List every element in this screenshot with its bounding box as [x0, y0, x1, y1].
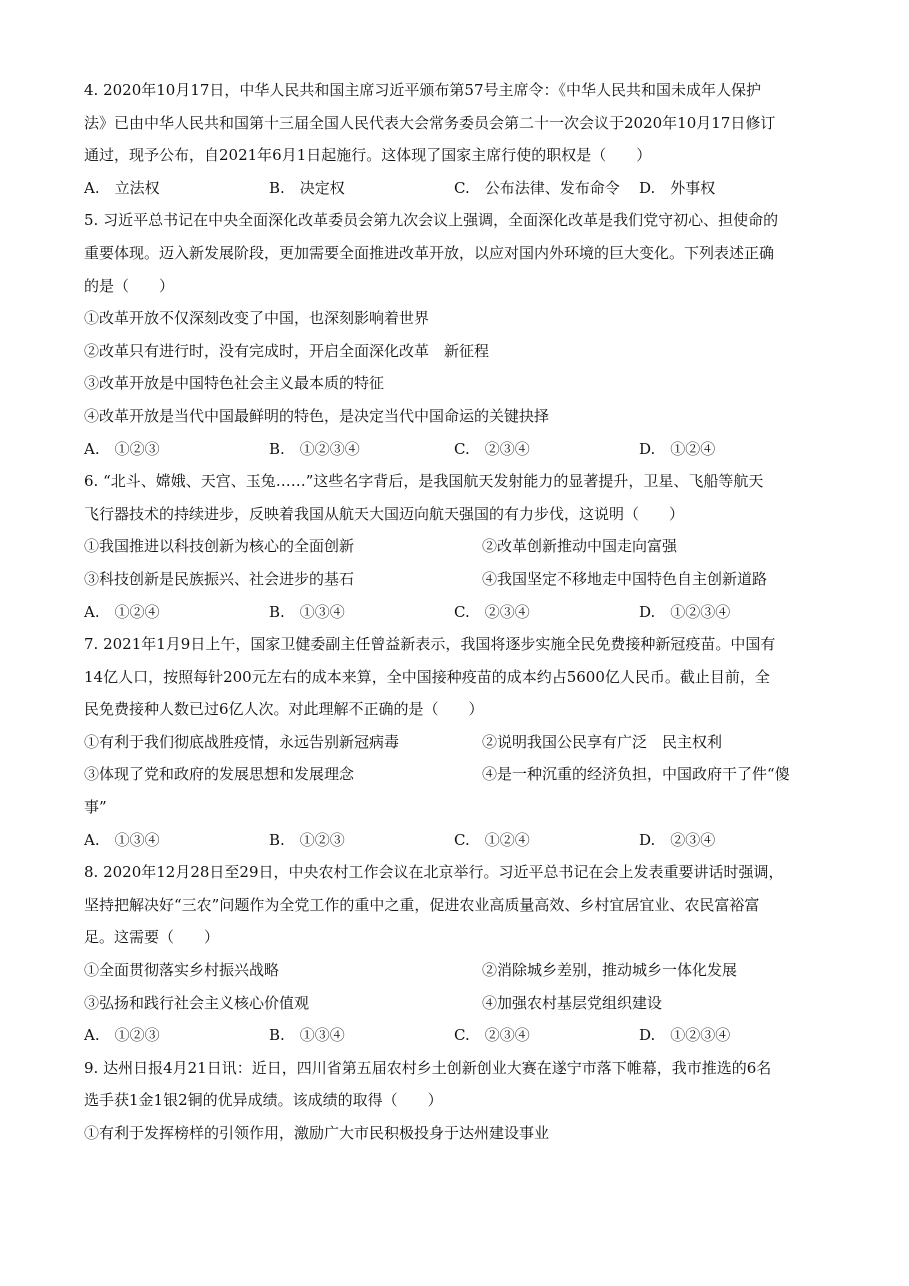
statement-4-continuation: 事” [84, 798, 107, 817]
statement-2: ②消除城乡差别，推动城乡一体化发展 [482, 961, 738, 980]
option-a: A. ①②③ [84, 1026, 160, 1045]
option-a: A. 立法权 [84, 178, 160, 197]
statement-1: ①有利于发挥榜样的引领作用，激励广大市民积极投身于达州建设事业 [84, 1124, 550, 1142]
question-6-options [84, 596, 824, 629]
option-c: C. ②③④ [454, 1026, 530, 1045]
option-d: D. ①②④ [639, 439, 716, 458]
question-9 [84, 1052, 824, 1150]
option-c: C. ①②④ [454, 830, 530, 849]
option-d: D. ①②③④ [639, 1026, 731, 1045]
statement-row [84, 758, 824, 791]
question-8-stem-line-2: 坚持把解决好“三农”问题作为全党工作的重中之重，促进农业高质量高效、乡村宜居宜业、农民富裕富 [84, 895, 760, 914]
question-8 [84, 856, 824, 1052]
question-6-stem-line-1: 6. “北斗、嫦娥、天宫、玉兔……”这些名字背后，是我国航天发射能力的显著提升，卫星、飞船等航天 [84, 472, 764, 491]
statement-3: ③弘扬和践行社会主义核心价值观 [84, 993, 310, 1012]
statement-3: ③体现了党和政府的发展思想和发展理念 [84, 765, 355, 784]
question-8-stem-line-1: 8. 2020年12月28日至29日，中央农村工作会议在北京举行。习近平总书记在会上发表重要讲话时强调， [84, 863, 784, 882]
option-c: C. ②③④ [454, 439, 530, 458]
statement-4: ④改革开放是当代中国最鲜明的特色，是决定当代中国命运的关键抉择 [84, 406, 550, 425]
question-4-options [84, 172, 824, 205]
option-d: D. ①②③④ [639, 602, 731, 621]
question-7-stem-line-2: 14亿人口，按照每针200元左右的成本来算，全中国接种疫苗的成本约占5600亿人民币。截止目前，全 [84, 667, 770, 686]
statement-row [84, 726, 824, 759]
question-5 [84, 204, 824, 465]
option-a: A. ①②④ [84, 602, 160, 621]
question-8-stem-line-3: 足。这需要（ ） [84, 928, 220, 947]
statement-4: ④加强农村基层党组织建设 [482, 993, 663, 1012]
statement-1: ①我国推进以科技创新为核心的全面创新 [84, 537, 355, 556]
question-4-stem-line-2: 法》已由中华人民共和国第十三届全国人民代表大会常务委员会第二十一次会议于2020年10月17日修订 [84, 113, 776, 132]
question-9-stem-line-1: 9. 达州日报4月21日讯：近日，四川省第五届农村乡土创新创业大赛在遂宁市落下帷幕，我市推选的6名 [84, 1058, 772, 1077]
statement-row [84, 563, 824, 596]
option-c: C. 公布法律、发布命令 [454, 178, 620, 197]
question-content [84, 74, 824, 1150]
option-b: B. 决定权 [269, 178, 345, 197]
question-4-stem-line-3: 通过，现予公布，自2021年6月1日起施行。这体现了国家主席行使的职权是（ ） [84, 146, 652, 165]
statement-1: ①改革开放不仅深刻改变了中国，也深刻影响着世界 [84, 309, 430, 328]
option-c: C. ②③④ [454, 602, 530, 621]
statement-2: ②说明我国公民享有广泛 民主权利 [482, 732, 723, 751]
question-6 [84, 465, 824, 628]
option-b: B. ①③④ [269, 602, 345, 621]
option-a: A. ①③④ [84, 830, 160, 849]
statement-2: ②改革创新推动中国走向富强 [482, 537, 678, 556]
question-7 [84, 628, 824, 856]
question-7-stem-line-3: 民免费接种人数已过6亿人次。对此理解不正确的是（ ） [84, 700, 484, 719]
statement-4: ④我国坚定不移地走中国特色自主创新道路 [482, 569, 768, 588]
question-5-options [84, 433, 824, 466]
statement-3: ③科技创新是民族振兴、社会进步的基石 [84, 569, 355, 588]
option-a: A. ①②③ [84, 439, 160, 458]
question-5-stem-line-1: 5. 习近平总书记在中央全面深化改革委员会第九次会议上强调，全面深化改革是我们党守初心、担使命的 [84, 211, 779, 230]
statement-1: ①有利于我们彻底战胜疫情，永远告别新冠病毒 [84, 732, 400, 751]
option-d: D. ②③④ [639, 830, 716, 849]
statement-row [84, 987, 824, 1020]
question-5-stem-line-2: 重要体现。迈入新发展阶段，更加需要全面推进改革开放，以应对国内外环境的巨大变化。下列表述正确 [84, 243, 775, 262]
question-7-stem-line-1: 7. 2021年1月9日上午，国家卫健委副主任曾益新表示，我国将逐步实施全民免费接种新冠疫苗。中国有 [84, 635, 776, 654]
statement-3: ③改革开放是中国特色社会主义最本质的特征 [84, 374, 385, 393]
question-9-stem-line-2: 选手获1金1银2铜的优异成绩。该成绩的取得（ ） [84, 1091, 443, 1110]
question-4 [84, 74, 824, 204]
question-8-options [84, 1019, 824, 1052]
option-d: D. 外事权 [639, 178, 716, 197]
question-4-stem-line-1: 4. 2020年10月17日，中华人民共和国主席习近平颁布第57号主席令：《中华人民共和国未成年人保护 [84, 81, 762, 99]
option-b: B. ①③④ [269, 1026, 345, 1045]
option-b: B. ①②③④ [269, 439, 360, 458]
statement-4: ④是一种沉重的经济负担，中国政府干了件“傻 [482, 765, 790, 784]
statement-row [84, 954, 824, 987]
statement-2: ②改革只有进行时，没有完成时，开启全面深化改革 新征程 [84, 341, 490, 360]
question-6-stem-line-2: 飞行器技术的持续进步，反映着我国从航天大国迈向航天强国的有力步伐，这说明（ ） [84, 504, 685, 523]
statement-1: ①全面贯彻落实乡村振兴战略 [84, 961, 280, 980]
question-7-options [84, 824, 824, 857]
question-5-stem-line-3: 的是（ ） [84, 276, 175, 295]
statement-row [84, 530, 824, 563]
option-b: B. ①②③ [269, 830, 345, 849]
